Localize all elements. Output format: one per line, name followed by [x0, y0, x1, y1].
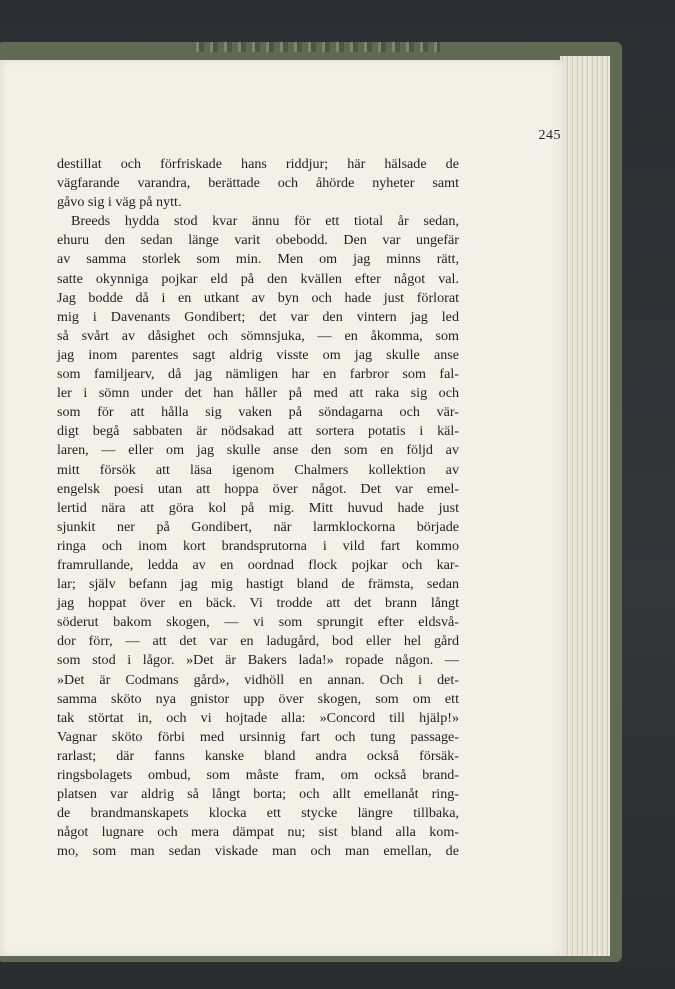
text-line: samma sköto nya gnistor upp över skogen, som om ett	[57, 690, 459, 707]
text-line: laren, — eller om jag skulle anse den som en följd av	[57, 442, 459, 459]
text-line: som familjearv, då jag nämligen har en farbror som fal-	[57, 366, 459, 383]
page-stack-edge	[560, 56, 610, 956]
text-line: satte okynniga pojkar eld på den kvällen efter något val.	[57, 270, 459, 287]
text-line: Vagnar sköto förbi med ursinnig fart och tung passage-	[57, 728, 459, 745]
text-line: som stod i lågor. »Det är Bakers lada!» ropade någon. —	[57, 652, 459, 669]
text-line: engelsk poesi utan att hoppa över något. Det var emel-	[57, 480, 459, 497]
text-line: destillat och förfriskade hans riddjur; här hälsade de	[57, 156, 459, 172]
text-line: mig i Davenants Gondibert; det var den vintern jag led	[57, 308, 459, 325]
text-line: ler i sömn under det han håller på med att raka sig och	[57, 385, 459, 402]
text-line: så svårt av dåsighet och sömnsjuka, — en åkomma, som	[57, 327, 459, 344]
text-line: ringsbolagets ombud, som måste fram, om också brand-	[57, 767, 459, 783]
text-line: »Det är Codmans gård», vidhöll en annan. Och i det-	[57, 671, 459, 688]
text-line: lar; själv befann jag mig hastigt bland de främsta, sedan	[57, 576, 459, 593]
text-line: ehuru den sedan länge varit obebodd. Den var ungefär	[57, 232, 459, 249]
text-line: jag hoppat över en bäck. Vi trodde att det brann långt	[57, 595, 459, 612]
text-line: Breeds hydda stod kvar ännu för ett tiotal år sedan,	[71, 213, 459, 230]
text-line: mitt försök att läsa igenom Chalmers kollektion av	[57, 461, 459, 478]
body-text	[57, 155, 459, 861]
text-line: söderut bakom skogen, — vi som sprungit efter eldsvå-	[57, 614, 459, 631]
text-line: ringa och inom kort brandsprutorna i vild fart kommo	[57, 537, 459, 554]
text-line: platsen var aldrig så långt borta; och allt emellanåt ring-	[57, 786, 459, 803]
page-number: 245	[538, 128, 561, 143]
text-line: Jag bodde då i en utkant av byn och hade just förlorat	[57, 289, 459, 306]
text-line: mo, som man sedan viskade man och man emellan, de	[57, 843, 459, 860]
text-line: jag inom parentes sagt aldrig visste om jag skulle anse	[57, 346, 459, 363]
text-line: lertid nära att göra kol på mig. Mitt huvud hade just	[57, 499, 459, 516]
text-line: framrullande, ledda av en oordnad flock pojkar och kar-	[57, 556, 459, 573]
text-line: vägfarande varandra, berättade och åhörde nyheter samt	[57, 175, 459, 192]
text-line: som för att hålla sig vaken på söndagarna och vär-	[57, 404, 459, 421]
text-line: något lugnare och mera dämpat nu; sist bland alla kom-	[57, 824, 459, 841]
text-line: de brandmanskapets klocka ett stycke längre tillbaka,	[57, 805, 459, 822]
text-line: dor förr, — att det var en ladugård, bod eller hel gård	[57, 633, 459, 650]
text-line: sjunkit ner på Gondibert, när larmklockorna började	[57, 518, 459, 535]
text-line: av samma storlek som min. Men om jag minns rätt,	[57, 251, 459, 268]
text-line: tak störtat in, och vi hojtade alla: »Concord till hjälp!»	[57, 709, 459, 726]
cover-edge	[190, 42, 440, 52]
text-line: gåvo sig i väg på nytt.	[57, 194, 182, 211]
text-line: digt begå sabbaten är nödsakad att sortera potatis i käl-	[57, 423, 459, 440]
text-line: rarlast; där fanns kanske bland andra också försäk-	[57, 747, 459, 764]
